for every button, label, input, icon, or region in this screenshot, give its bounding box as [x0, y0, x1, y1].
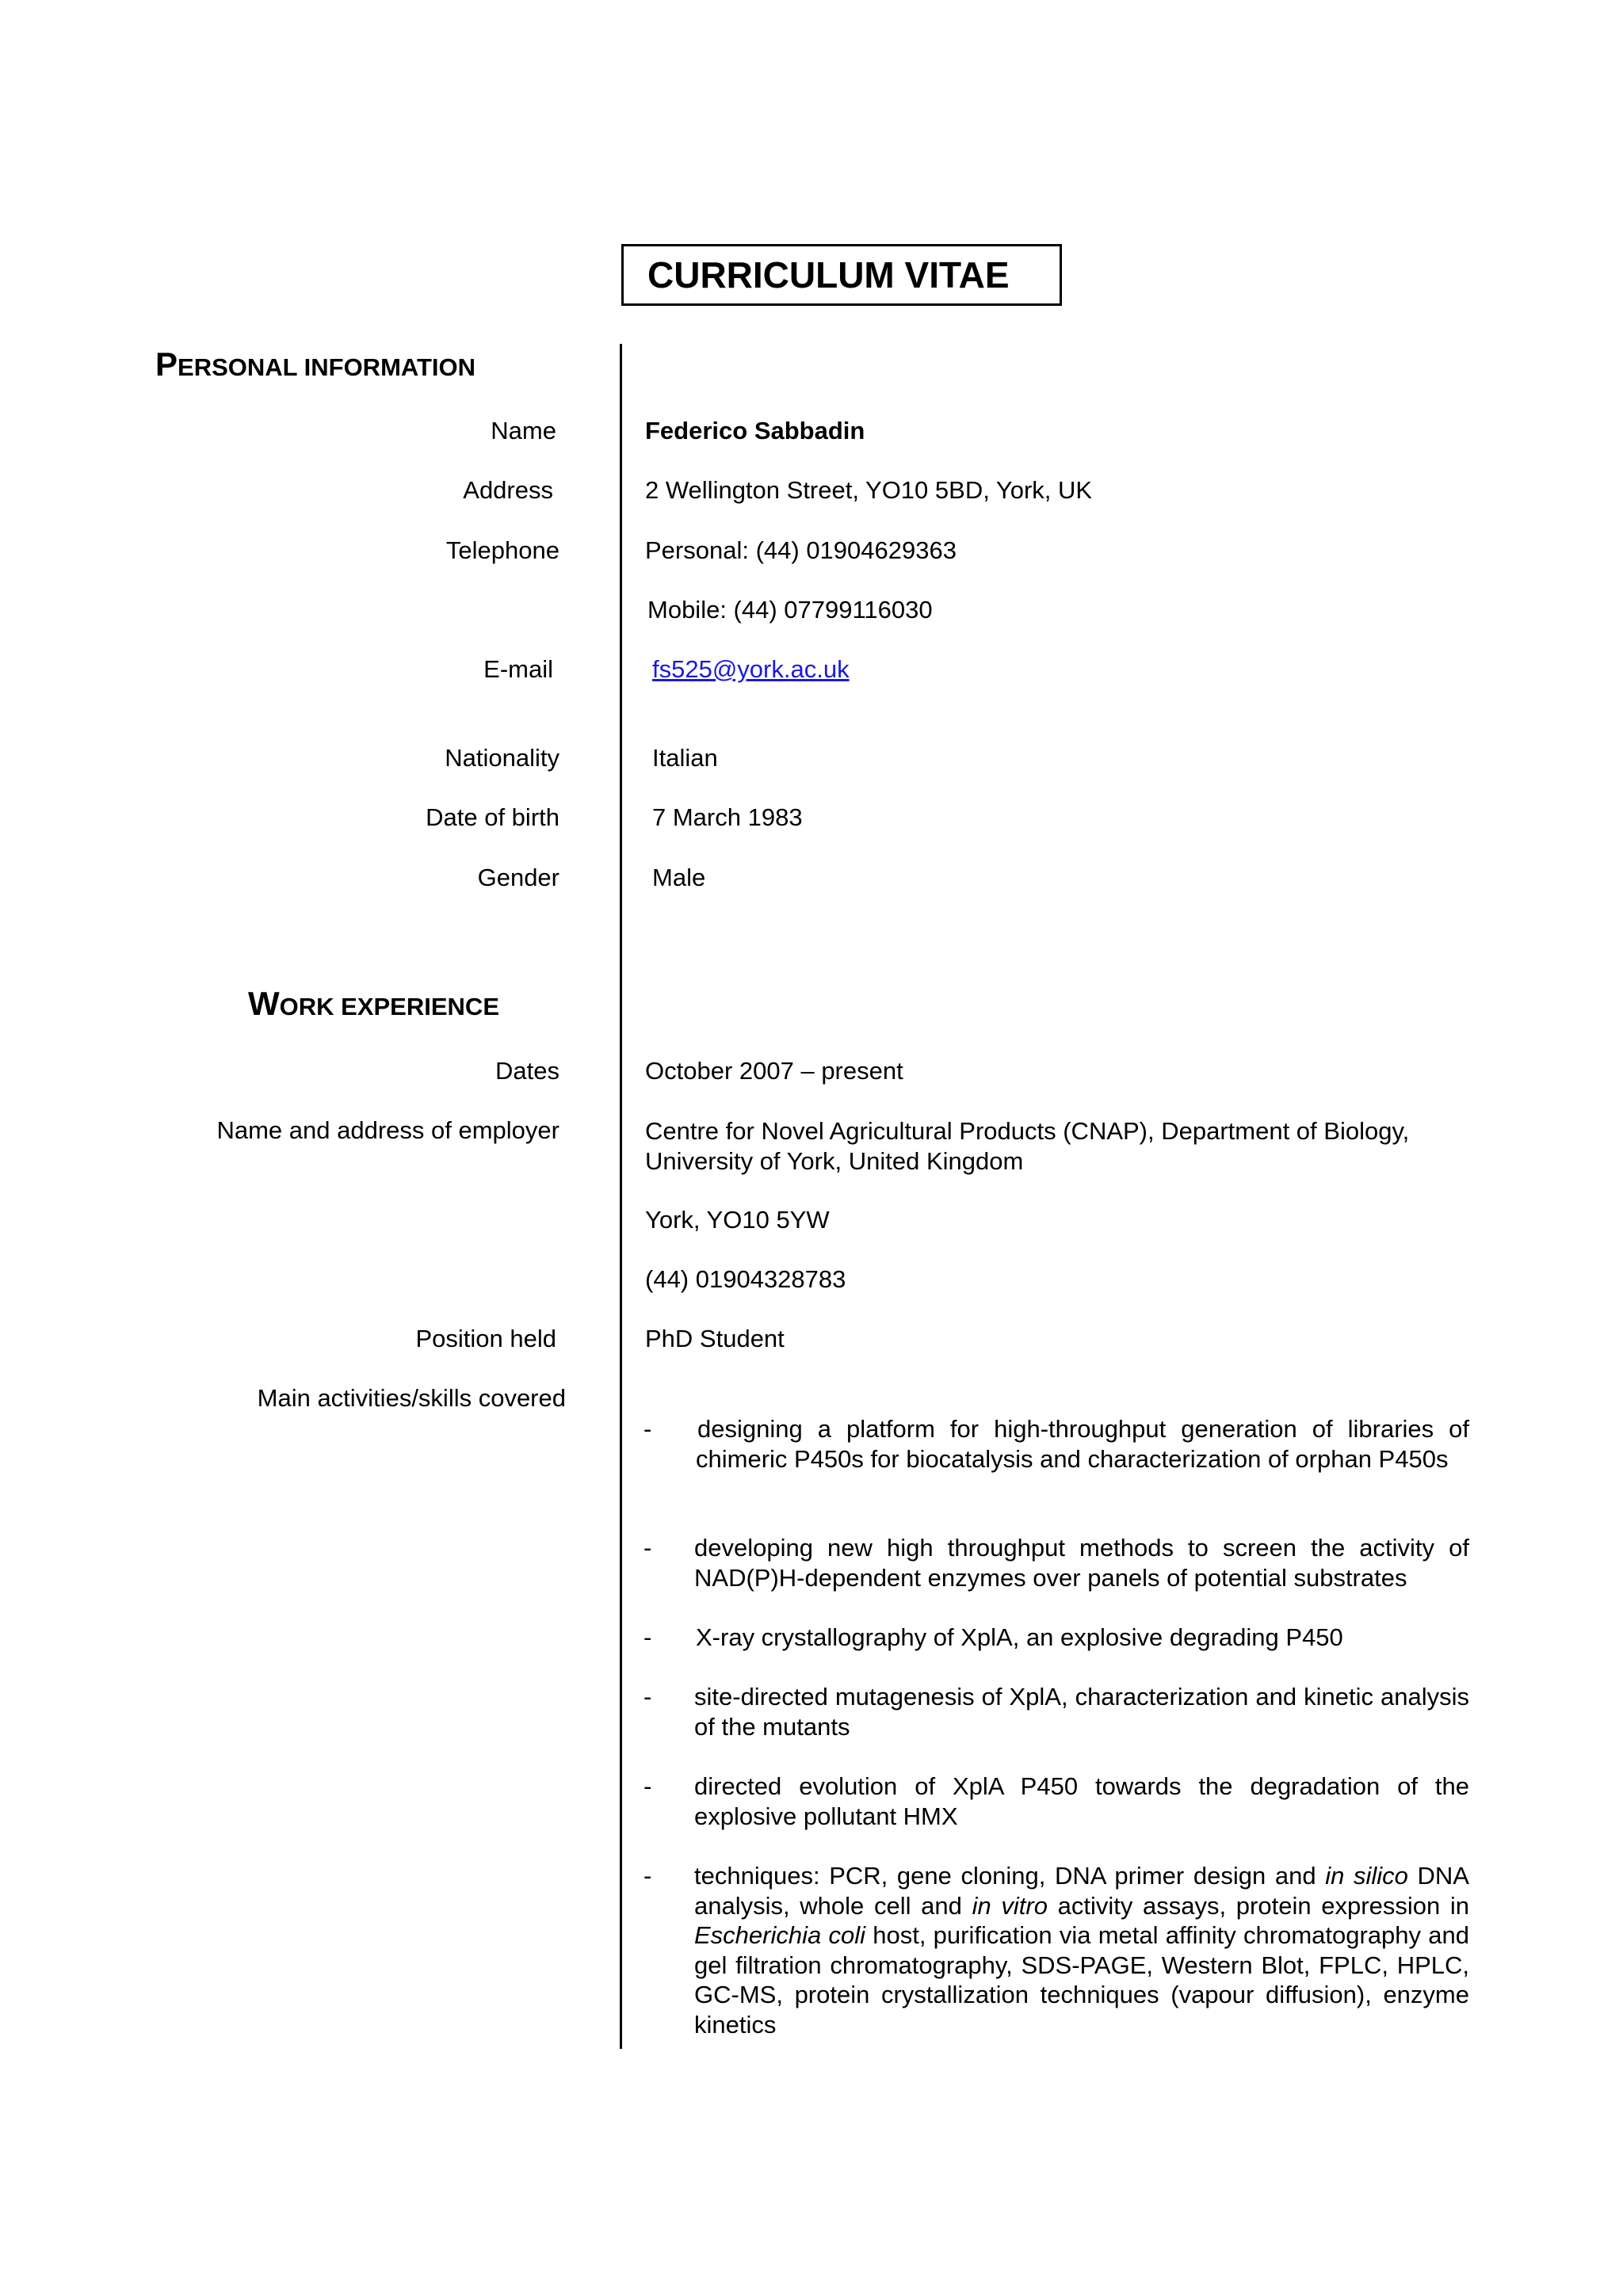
employer-city: York, YO10 5YW [645, 1206, 830, 1234]
activity-item-techniques [694, 1861, 1469, 2040]
email-link[interactable]: fs525@york.ac.uk [652, 655, 850, 683]
position-label: Position held [415, 1325, 556, 1352]
employer-phone: (44) 01904328783 [645, 1265, 846, 1293]
activity-item: designing a platform for high-throughput generation of libraries of chimeric P450s for biocatalysis and characterization of orphan P450s [696, 1415, 1469, 1473]
telephone-label: Telephone [445, 536, 559, 564]
bullet-dash: - [643, 1772, 652, 1800]
gender-label: Gender [477, 864, 559, 891]
employer-line-1: Centre for Novel Agricultural Products (CNAP), Department of Biology, [645, 1117, 1410, 1145]
nationality-label: Nationality [445, 744, 559, 772]
employer-value [645, 1116, 1409, 1176]
heading-rest: ORK EXPERIENCE [279, 993, 499, 1020]
personal-info-heading [155, 345, 475, 383]
gender-value: Male [652, 864, 706, 891]
address-label: Address [463, 476, 553, 504]
phone-personal: Personal: (44) 01904629363 [645, 536, 957, 564]
bullet-dash: - [643, 1415, 652, 1443]
nationality-value: Italian [652, 744, 718, 772]
activity-item: directed evolution of XplA P450 towards the degradation of the explosive pollutant HMX [694, 1772, 1469, 1830]
name-label: Name [491, 417, 556, 444]
employer-line-2: University of York, United Kingdom [645, 1146, 1024, 1175]
address-value: 2 Wellington Street, YO10 5BD, York, UK [645, 476, 1093, 504]
techniques-text: DNA analysis, whole cell and [694, 1862, 1469, 1920]
dob-label: Date of birth [426, 803, 559, 831]
activity-item: developing new high throughput methods to screen the activity of NAD(P)H-dependent enzymes over panels of potential substrates [694, 1534, 1469, 1592]
dob-value: 7 March 1983 [652, 803, 803, 831]
bullet-dash: - [643, 1623, 652, 1651]
techniques-italic: in silico [1325, 1862, 1408, 1890]
email-label: E-mail [483, 655, 553, 683]
phone-mobile: Mobile: (44) 07799116030 [647, 596, 933, 624]
techniques-text: techniques: PCR, gene cloning, DNA primer design and [694, 1862, 1326, 1890]
bullet-dash: - [643, 1683, 652, 1711]
bullet-dash: - [643, 1534, 652, 1562]
techniques-italic: in vitro [972, 1891, 1048, 1920]
dates-value: October 2007 – present [645, 1057, 903, 1085]
document-title: CURRICULUM VITAE [621, 244, 1062, 306]
heading-initial: P [155, 345, 178, 383]
work-experience-heading [248, 985, 499, 1023]
techniques-text: host, purification via metal affinity chromatography and gel filtration chromatography, SDS-PAGE, Western Blot, FPLC, HPLC, GC-MS, protein crystallization techniques (vapour diffusion), enzyme kinetics [694, 1921, 1469, 2039]
activities-label: Main activities/skills covered [257, 1384, 566, 1412]
heading-initial: W [248, 985, 280, 1022]
techniques-text: activity assays, protein expression in [1047, 1891, 1469, 1920]
techniques-italic: Escherichia coli [694, 1921, 865, 1950]
employer-label: Name and address of employer [216, 1116, 559, 1144]
heading-rest: ERSONAL INFORMATION [178, 353, 476, 381]
position-value: PhD Student [645, 1325, 785, 1352]
name-value: Federico Sabbadin [645, 417, 865, 444]
activity-item: X-ray crystallography of XplA, an explosive degrading P450 [696, 1623, 1343, 1651]
activity-item: site-directed mutagenesis of XplA, characterization and kinetic analysis of the mutants [694, 1683, 1469, 1741]
dates-label: Dates [495, 1057, 559, 1085]
column-divider [620, 344, 622, 2049]
bullet-dash: - [643, 1862, 652, 1890]
